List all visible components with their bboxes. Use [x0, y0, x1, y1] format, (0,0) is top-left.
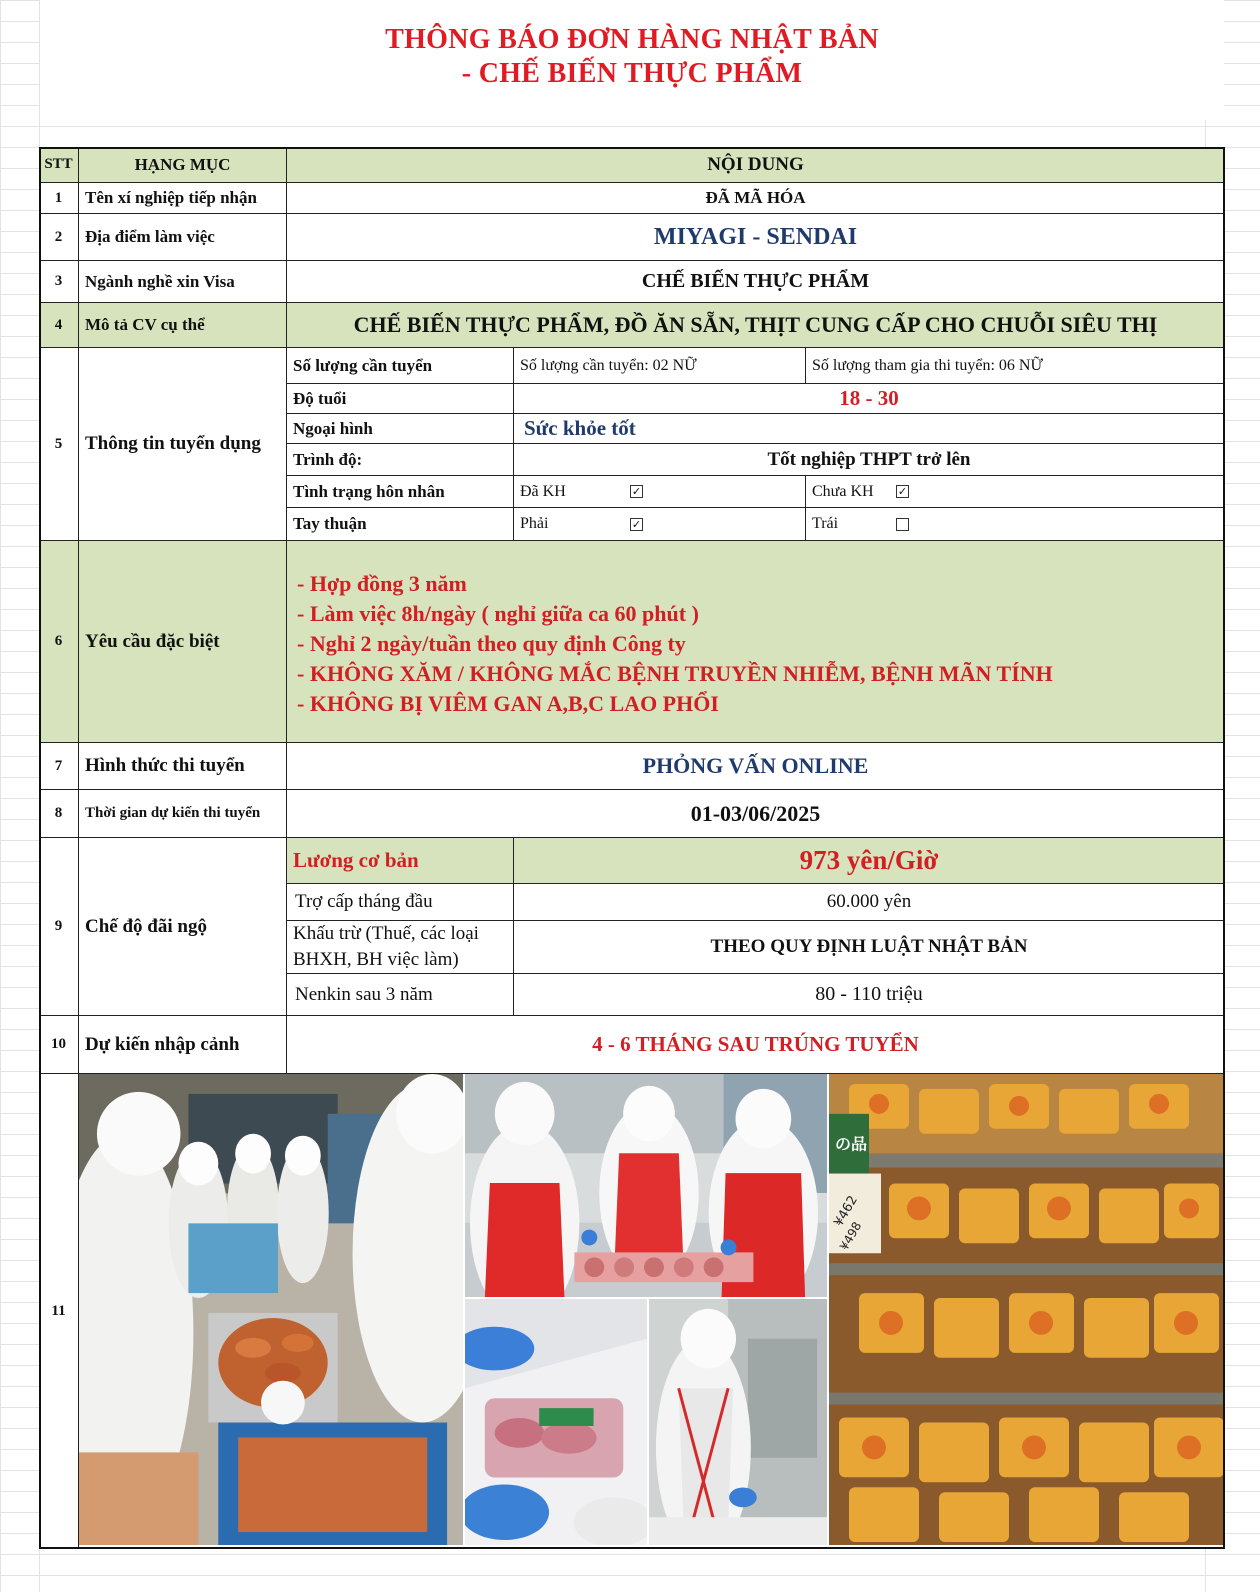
row-label-entry: Dự kiến nhập cảnh: [79, 1016, 287, 1074]
row-label-visa: Ngành nghề xin Visa: [79, 261, 287, 303]
nenkin-label: Nenkin sau 3 năm: [287, 974, 514, 1016]
deduction-label: Khấu trừ (Thuế, các loại BHXH, BH việc làm): [287, 921, 514, 974]
requirement-item: - Nghỉ 2 ngày/tuần theo quy định Công ty: [297, 631, 686, 656]
row-label-company: Tên xí nghiệp tiếp nhận: [79, 183, 287, 214]
left-hand-label: Trái: [812, 515, 839, 532]
right-hand-checkbox[interactable]: ✓: [631, 517, 642, 531]
married-checkbox[interactable]: ✓: [631, 485, 642, 498]
allowance-value: 60.000 yên: [514, 884, 1225, 921]
exam-form-value: PHỎNG VẤN ONLINE: [287, 743, 1225, 790]
title-block: [40, 0, 1224, 120]
header-category: HẠNG MỤC: [79, 147, 287, 183]
qty-needed: Số lượng cần tuyển: 02 NỮ: [514, 348, 806, 384]
company-value: ĐÃ MÃ HÓA: [287, 183, 1225, 214]
job-order-table: [39, 147, 1225, 1549]
left-hand-option: [806, 508, 1225, 541]
row-label-benefits: Chế độ đãi ngộ: [79, 838, 287, 1016]
appearance-value: Sức khỏe tốt: [514, 414, 1225, 444]
row-label-job-description: Mô tả CV cụ thể: [79, 303, 287, 348]
appearance-label: Ngoại hình: [287, 414, 514, 444]
deduction-value: THEO QUY ĐỊNH LUẬT NHẬT BẢN: [514, 921, 1225, 974]
special-requirements: [287, 541, 1225, 743]
right-hand-label: Phải: [520, 515, 549, 532]
machine-operator-photo: [649, 1299, 829, 1547]
price-tag: ¥498: [836, 1219, 865, 1253]
married-option: [514, 476, 806, 508]
row-number: 7: [39, 743, 79, 790]
single-label: Chưa KH: [812, 482, 874, 500]
entry-value: 4 - 6 THÁNG SAU TRÚNG TUYỂN: [287, 1016, 1225, 1074]
row-number: 6: [39, 541, 79, 743]
header-stt: STT: [39, 147, 79, 183]
education-value: Tốt nghiệp THPT trở lên: [514, 444, 1225, 476]
single-option: [806, 476, 1225, 508]
meat-packing-photo: [465, 1074, 829, 1299]
qty-exam: Số lượng tham gia thi tuyển: 06 NỮ: [806, 348, 1225, 384]
row-number: 10: [39, 1016, 79, 1074]
row-label-recruitment: Thông tin tuyển dụng: [79, 348, 287, 541]
photo-gallery: [79, 1074, 1225, 1549]
row-label-exam-date: Thời gian dự kiến thi tuyển: [79, 790, 287, 838]
location-value: MIYAGI - SENDAI: [287, 214, 1225, 261]
job-description-value: CHẾ BIẾN THỰC PHẨM, ĐỒ ĂN SẴN, THỊT CUNG CẤP CHO CHUỖI SIÊU THỊ: [287, 303, 1225, 348]
age-label: Độ tuổi: [287, 384, 514, 414]
exam-date-value: 01-03/06/2025: [287, 790, 1225, 838]
factory-workers-photo: [79, 1074, 465, 1547]
nenkin-value: 80 - 110 triệu: [514, 974, 1225, 1016]
supermarket-shelf-photo: [829, 1074, 1225, 1547]
age-value: 18 - 30: [514, 384, 1225, 414]
qty-label: Số lượng cần tuyển: [287, 348, 514, 384]
vacuum-pack-photo: [465, 1299, 649, 1547]
row-number: 3: [39, 261, 79, 303]
price-tag: ¥462: [831, 1193, 862, 1230]
header-content: NỘI DUNG: [287, 147, 1225, 183]
right-hand-option: [514, 508, 806, 541]
hand-label: Tay thuận: [287, 508, 514, 541]
requirement-item: - Hợp đồng 3 năm: [297, 571, 467, 596]
marital-label: Tình trạng hôn nhân: [287, 476, 514, 508]
row-number: 5: [39, 348, 79, 541]
row-number: 9: [39, 838, 79, 1016]
row-number: 11: [39, 1074, 79, 1549]
single-checkbox[interactable]: ✓: [897, 485, 908, 498]
left-hand-checkbox[interactable]: [896, 518, 909, 531]
row-number: 4: [39, 303, 79, 348]
row-label-exam-form: Hình thức thi tuyển: [79, 743, 287, 790]
shelf-sign-text: の品: [835, 1134, 867, 1154]
allowance-label: Trợ cấp tháng đầu: [287, 884, 514, 921]
requirement-item: - Làm việc 8h/ngày ( nghỉ giữa ca 60 phút ): [297, 601, 699, 626]
education-label: Trình độ:: [287, 444, 514, 476]
row-number: 8: [39, 790, 79, 838]
row-label-special: Yêu cầu đặc biệt: [79, 541, 287, 743]
page-subtitle: - CHẾ BIẾN THỰC PHẨM: [461, 58, 803, 89]
visa-value: CHẾ BIẾN THỰC PHẨM: [287, 261, 1225, 303]
requirement-item: - KHÔNG XĂM / KHÔNG MẮC BỆNH TRUYỀN NHIỄM, BỆNH MÃN TÍNH: [297, 661, 1053, 686]
salary-label: Lương cơ bản: [287, 838, 514, 884]
row-number: 1: [39, 183, 79, 214]
row-number: 2: [39, 214, 79, 261]
requirement-item: - KHÔNG BỊ VIÊM GAN A,B,C LAO PHỔI: [297, 691, 719, 716]
salary-value: 973 yên/Giờ: [514, 838, 1225, 884]
row-label-location: Địa điểm làm việc: [79, 214, 287, 261]
page-title: THÔNG BÁO ĐƠN HÀNG NHẬT BẢN: [385, 24, 879, 55]
married-label: Đã KH: [520, 482, 566, 500]
